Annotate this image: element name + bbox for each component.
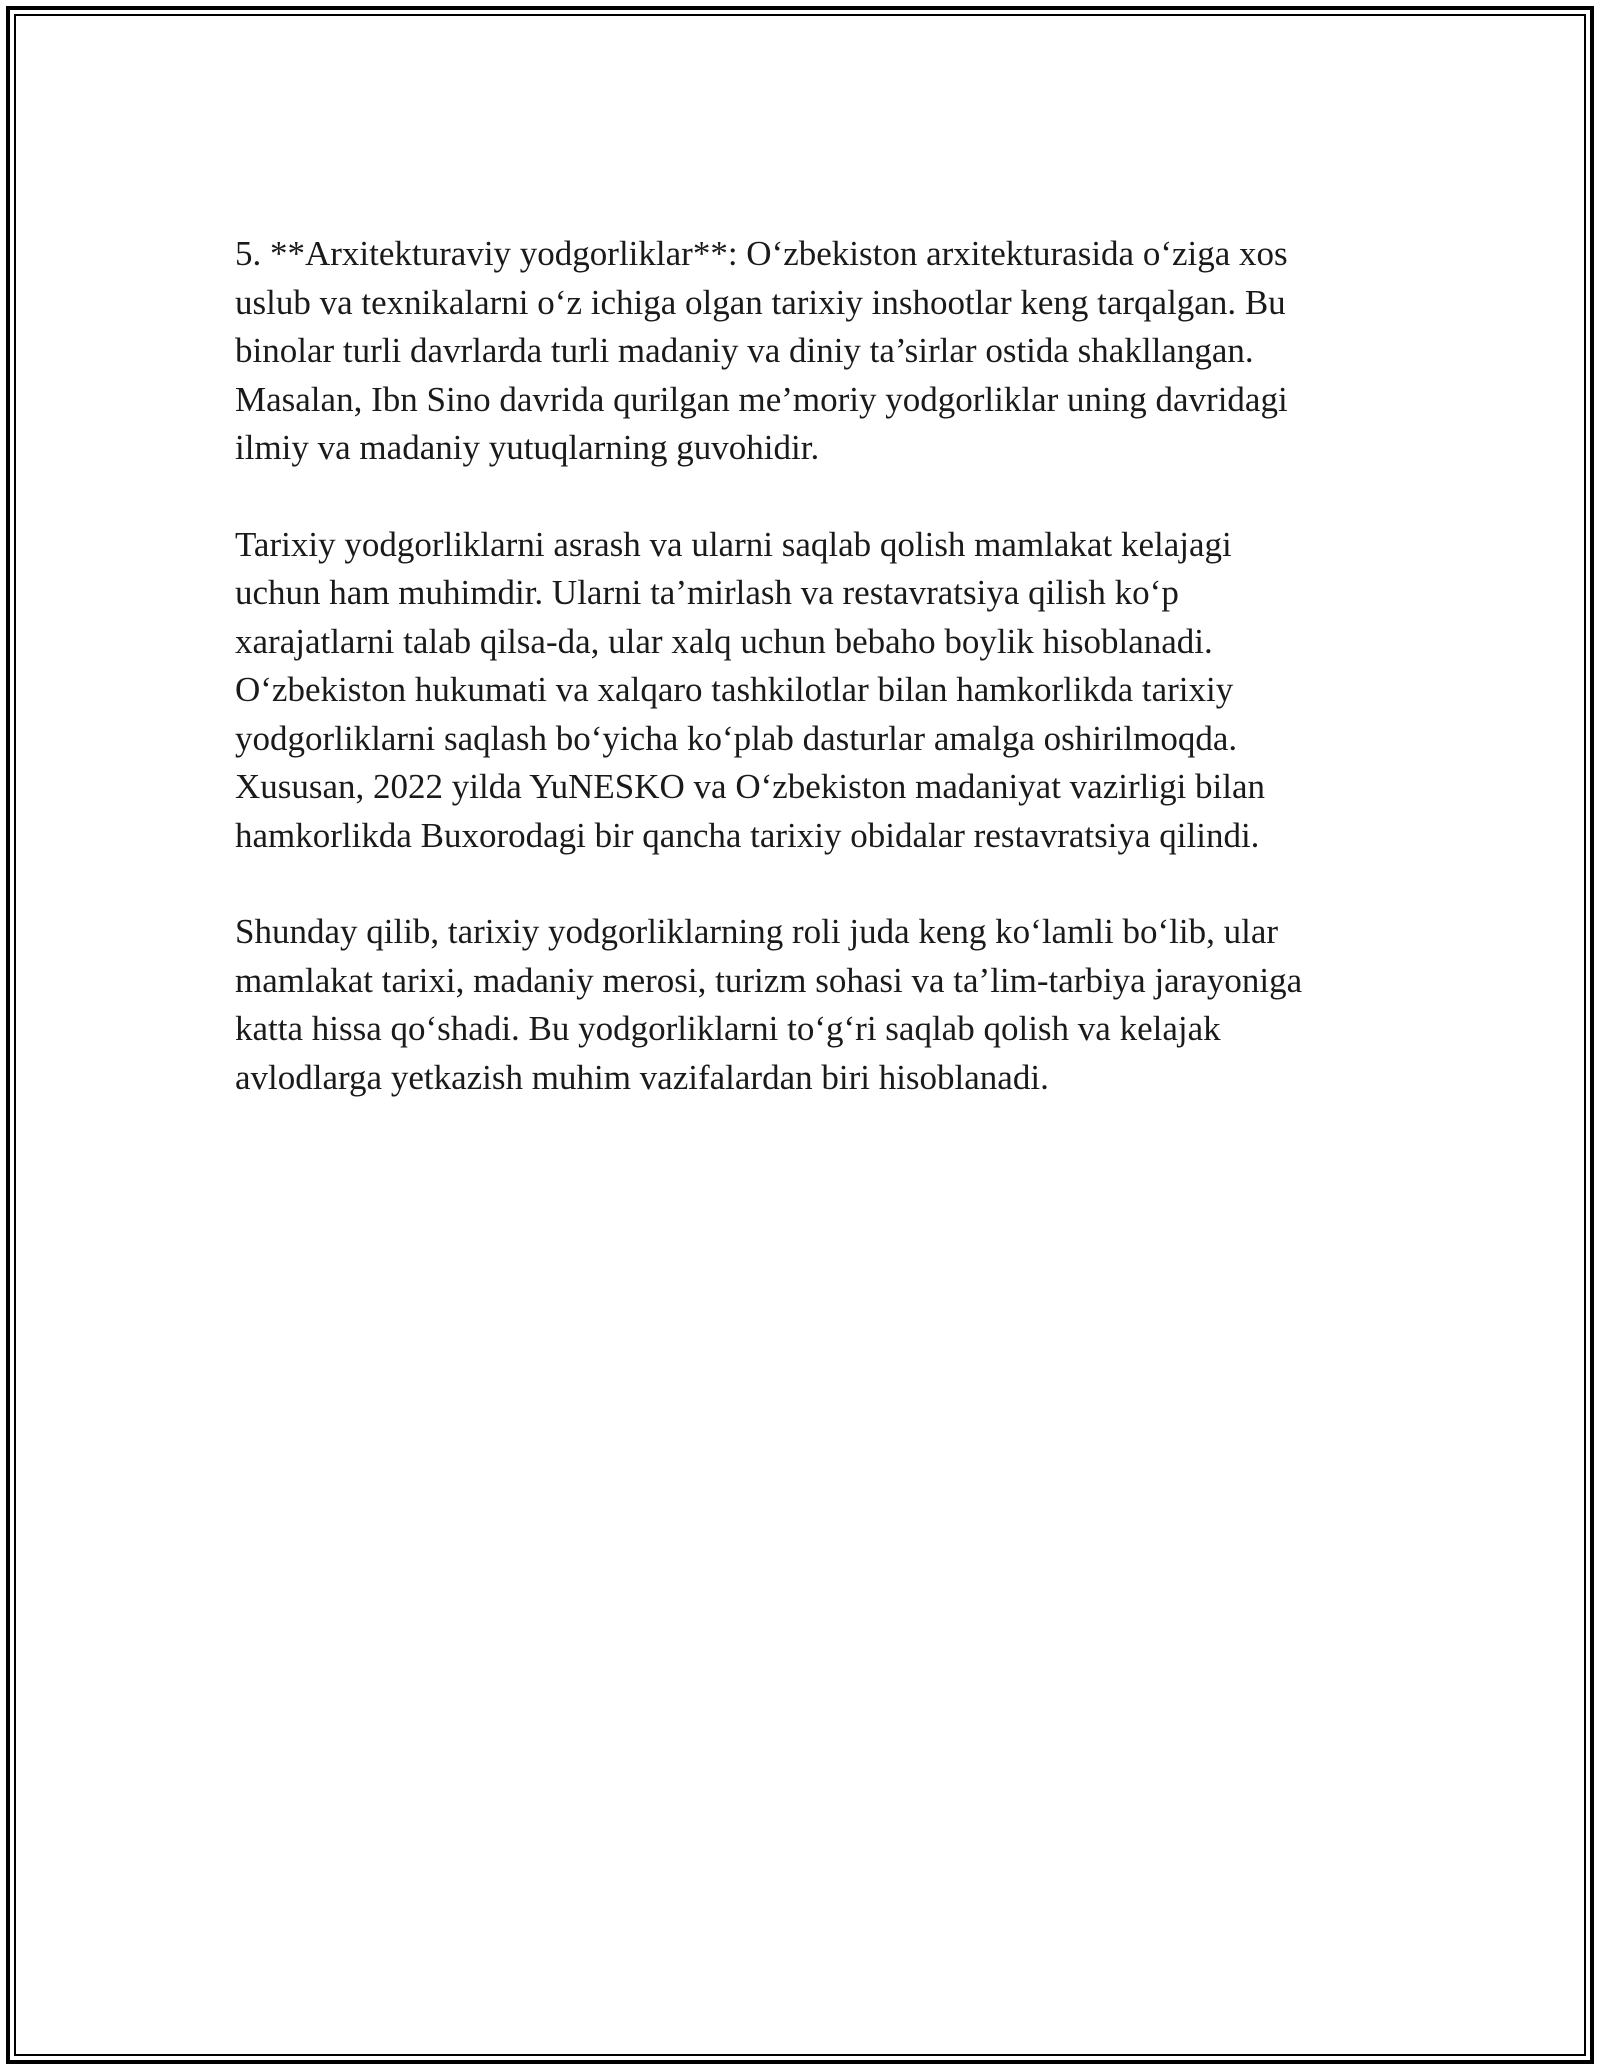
paragraph-conclusion: Shunday qilib, tarixiy yodgorliklarning roli juda keng ko‘lamli bo‘lib, ular mamlakat tarixi, madaniy merosi, turizm sohasi va ta’lim-tarbiya jarayoniga katta hissa qo‘shadi. Bu yodgorliklarni to‘g‘ri saqlab qolish va kelajak avlodlarga yetkazish muhim vazifalardan biri hisoblanadi. [235, 912, 1303, 1097]
document-body [235, 230, 1375, 1150]
paragraph-preservation: Tarixiy yodgorliklarni asrash va ularni saqlab qolish mamlakat kelajagi uchun ham muhimdir. Ularni ta’mirlash va restavratsiya qilish ko‘p xarajatlarni talab qilsa-da, ular xalq uchun bebaho boylik hisoblanadi. O‘zbekiston hukumati va xalqaro tashkilotlar bilan hamkorlikda tarixiy yodgorliklarni saqlash bo‘yicha ko‘plab dasturlar amalga oshirilmoqda. Xususan, 2022 yilda YuNESKO va O‘zbekiston madaniyat vazirligi bilan hamkorlikda Buxorodagi bir qancha tarixiy obidalar restavratsiya qilindi. [235, 524, 1266, 855]
paragraph-architectural-monuments: 5. **Arxitekturaviy yodgorliklar**: O‘zbekiston arxitekturasida o‘ziga xos uslub va texnikalarni o‘z ichiga olgan tarixiy inshootlar keng tarqalgan. Bu binolar turli davrlarda turli madaniy va diniy ta’sirlar ostida shakllangan. Masalan, Ibn Sino davrida qurilgan me’moriy yodgorliklar uning davridagi ilmiy va madaniy yutuqlarning guvohidir. [235, 234, 1288, 467]
